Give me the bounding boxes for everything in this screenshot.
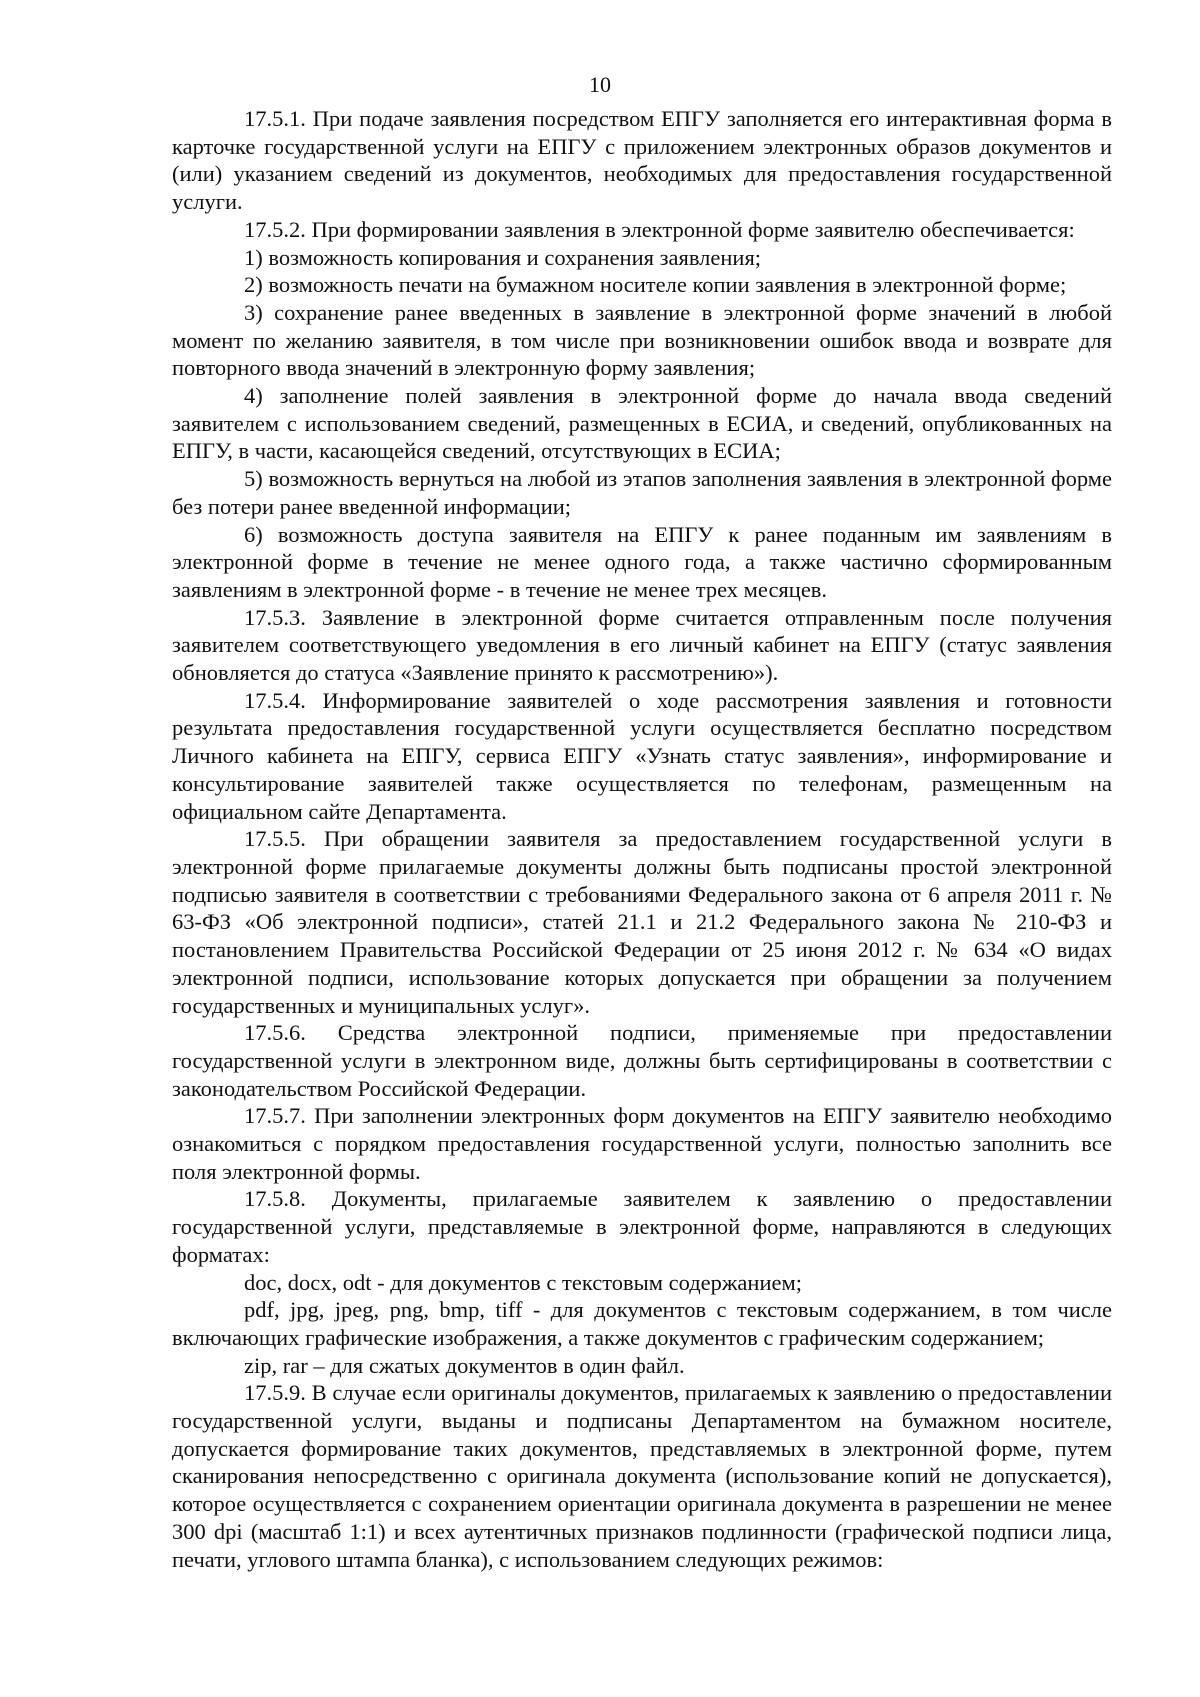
paragraph-17-5-3: 17.5.3. Заявление в электронной форме считается отправленным после получения заявителем соответствующего уведомления в его личный кабинет на ЕПГУ (статус заявления обновляется до статуса «Заявление принято к рассмотрению»).	[172, 604, 1112, 686]
list-item-5: 5) возможность вернуться на любой из этапов заполнения заявления в электронной форме без потери ранее введенной информации;	[172, 466, 1112, 519]
paragraph-17-5-5: 17.5.5. При обращении заявителя за предоставлением государственной услуги в электронной форме прилагаемые документы должны быть подписаны простой электронной подписью заявителя в соответствии с требованиями Федерального закона от 6 апреля 2011 г. № 63-ФЗ «Об электронной подписи», статей 21.1 и 21.2 Федерального закона № 210-ФЗ и постановлением Правительства Российской Федерации от 25 июня 2012 г. № 634 «О видах электронной подписи, использование которых допускается при обращении за получением государственных и муниципальных услуг».	[172, 826, 1112, 1018]
format-list-item-text: doc, docx, odt - для документов с текстовым содержанием;	[244, 1269, 802, 1295]
paragraph-17-5-1: 17.5.1. При подаче заявления посредством ЕПГУ заполняется его интерактивная форма в карточке государственной услуги на ЕПГУ с приложением электронных образов документов и (или) указанием сведений из документов, необходимых для предоставления государственной услуги.	[172, 106, 1112, 215]
list-item-6: 6) возможность доступа заявителя на ЕПГУ к ранее поданным им заявлениям в электронной форме в течение не менее одного года, а также частично сформированным заявлениям в электронной форме - в течение не менее трех месяцев.	[172, 521, 1112, 602]
paragraph-17-5-8: 17.5.8. Документы, прилагаемые заявителем к заявлению о предоставлении государственной услуги, представляемые в электронной форме, направляются в следующих форматах:	[172, 1186, 1112, 1267]
paragraph-17-5-2: 17.5.2. При формировании заявления в электронной форме заявителю обеспечивается:	[244, 216, 1075, 242]
paragraph-17-5-7: 17.5.7. При заполнении электронных форм документов на ЕПГУ заявителю необходимо ознакомиться с порядком предоставления государственной услуги, полностью заполнить все поля электронной формы.	[172, 1103, 1112, 1184]
format-list-item-archives: zip, rar – для сжатых документов в один файл.	[244, 1352, 685, 1378]
document-body	[172, 105, 1112, 1573]
paragraph-17-5-4: 17.5.4. Информирование заявителей о ходе рассмотрения заявления и готовности результата предоставления государственной услуги осуществляется бесплатно посредством Личного кабинета на ЕПГУ, сервиса ЕПГУ «Узнать статус заявления», информирование и консультирование заявителей также осуществляется по телефонам, размещенным на официальном сайте Департамента.	[172, 687, 1112, 824]
list-item-4: 4) заполнение полей заявления в электронной форме до начала ввода сведений заявителем с использованием сведений, размещенных в ЕСИА, и сведений, опубликованных на ЕПГУ, в части, касающейся сведений, отсутствующих в ЕСИА;	[172, 383, 1112, 464]
paragraph-17-5-9: 17.5.9. В случае если оригиналы документов, прилагаемых к заявлению о предоставлении государственной услуги, выданы и подписаны Департаментом на бумажном носителе, допускается формирование таких документов, представляемых в электронной форме, путем сканирования непосредственно с оригинала документа (использование копий не допускается), которое осуществляется с сохранением ориентации оригинала документа в разрешении не менее 300 dpi (масштаб 1:1) и всех аутентичных признаков подлинности (графической подписи лица, печати, углового штампа бланка), с использованием следующих режимов:	[172, 1380, 1112, 1572]
paragraph-17-5-6: 17.5.6. Средства электронной подписи, применяемые при предоставлении государственной услуги в электронном виде, должны быть сертифицированы в соответствии с законодательством Российской Федерации.	[172, 1020, 1112, 1101]
list-item-1: 1) возможность копирования и сохранения заявления;	[244, 244, 762, 270]
list-item-2: 2) возможность печати на бумажном носителе копии заявления в электронной форме;	[244, 272, 1067, 298]
page-number: 10	[589, 72, 611, 97]
list-item-3: 3) сохранение ранее введенных в заявление в электронной форме значений в любой момент по желанию заявителя, в том числе при возникновении ошибок ввода и возврате для повторного ввода значений в электронную форму заявления;	[172, 299, 1112, 381]
format-list-item-images: pdf, jpg, jpeg, png, bmp, tiff - для документов с текстовым содержанием, в том числе включающих графические изображения, а также документов с графическим содержанием;	[172, 1297, 1112, 1350]
